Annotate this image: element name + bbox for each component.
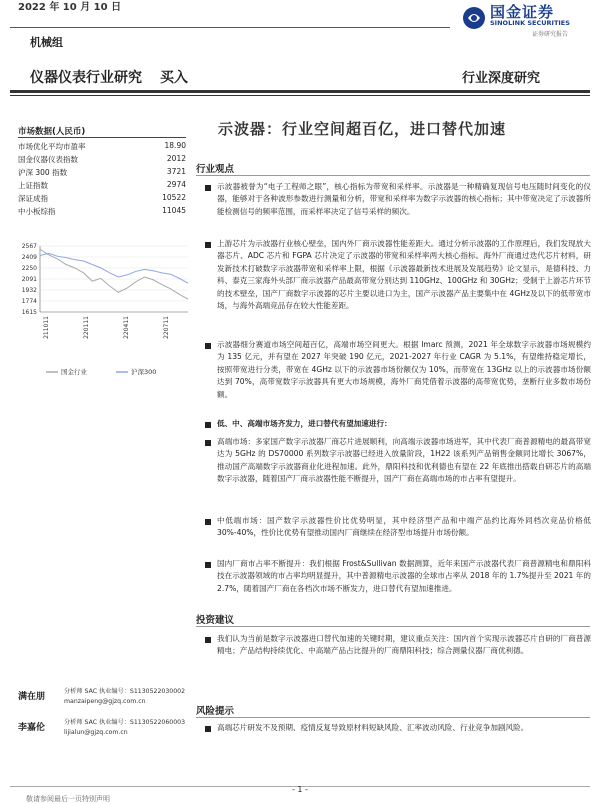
author-info	[64, 687, 185, 706]
company-logo	[462, 2, 590, 38]
x-tick-label: 220411	[123, 316, 130, 339]
author-email[interactable]: manzaipeng@gjzq.com.cn	[64, 697, 146, 705]
market-row	[18, 206, 186, 217]
author-info	[64, 718, 185, 737]
market-label: 沪深 300 指数	[18, 168, 68, 177]
market-row	[18, 154, 186, 165]
market-label: 市场优化平均市盈率	[18, 142, 86, 151]
bullet-icon	[205, 637, 211, 643]
market-value: 2974	[166, 180, 186, 189]
bullet-icon	[205, 242, 211, 248]
x-tick-label: 211011	[43, 316, 50, 339]
paragraph: 示波器被誉为“电子工程师之眼”，核心指标为带宽和采样率。示波器是一种精确复现信号电压随时间变化的仪器，能够对于各种波形参数进行测量和分析，带宽和采样率为数字示波器的核心指标；其中带宽决定了示波器所能检测信号的频率范围，而采样率决定了信号采样的频次。	[217, 182, 591, 216]
market-row	[18, 141, 186, 152]
bullet-icon	[205, 519, 211, 525]
logo-mark-icon	[462, 6, 486, 30]
y-tick-label: 2091	[21, 276, 37, 283]
footer-note: 敬请参阅最后一页特别声明	[26, 795, 110, 803]
paragraph: 高端芯片研发不及预期、疫情反复导致原材料短缺风险、汇率波动风险、行业竞争加剧风险。	[217, 723, 529, 732]
market-data-divider	[18, 137, 186, 138]
bullet-icon	[205, 562, 211, 568]
paragraph: 示波器细分赛道市场空间超百亿，高端市场空间更大。根据 Imarc 预测，2021 年全球数字示波器市场规模约为 135 亿元，并有望在 2027 年突破 190 亿元，2021-2027 年行业 CAGR 为 5.1%，有望维持稳定增长，按照带宽进行分类，带宽在 4GHz 以下的示波器市场份额仅为 10%，而带宽在 13GHz 以上的示波器市场份额达到 70%，高带宽数字示波器具有更大市场规模，海外厂商凭借着示波器的高带宽优势，垄断行业多数市场份额。	[217, 340, 591, 399]
market-label: 中小板综指	[18, 207, 56, 216]
market-value: 10522	[162, 193, 186, 202]
report-date: 2022 年 10 月 10 日	[18, 2, 122, 13]
section-name: 机械组	[30, 36, 63, 49]
author-email[interactable]: lijialun@gjzq.com.cn	[64, 728, 128, 736]
paragraph: 高端市场：多家国产数字示波器厂商芯片进展顺利，向高端示波器市场进军，其中代表厂商普源精电的最高带宽达为 5GHz 的 DS70000 系列数字示波器已经进入放量阶段，1H22 该系列产品销售金额同比增长 3067%，推动国产高端数字示波器商业化进程加速。此外，鼎阳科技和优利德也有望在 22 年底推出搭载自研芯片的高端数字示波器，随着国产厂商示波器性能不断提升，国产厂商在高端市场的市占率有望提升。	[217, 437, 591, 484]
report-type: 行业深度研究	[462, 71, 541, 86]
market-value: 18.90	[164, 141, 186, 150]
market-value: 2012	[166, 154, 186, 163]
page-number: - 1 -	[292, 785, 308, 794]
author-name: 李嘉伦	[18, 723, 46, 733]
section-heading: 投资建议	[196, 615, 235, 626]
section-divider	[196, 175, 590, 176]
header-divider	[10, 27, 450, 28]
market-label: 国金仪器仪表指数	[18, 155, 78, 164]
y-tick-label: 2250	[21, 264, 37, 272]
bullet-icon	[205, 726, 211, 732]
x-tick-label: 220111	[83, 316, 90, 339]
market-label: 深证成指	[18, 194, 48, 203]
index-line-chart	[16, 238, 196, 388]
bullet-icon	[205, 343, 211, 349]
market-value: 3721	[166, 167, 186, 176]
title-rule-thin	[10, 95, 590, 96]
y-tick-label: 1615	[21, 309, 37, 316]
paragraph: 低、中、高端市场齐发力，进口替代有望加速进行：	[217, 419, 392, 428]
section-heading: 行业观点	[196, 164, 235, 175]
paragraph: 中低端市场：国产数字示波器性价比优势明显，其中经济型产品和中端产品约比海外同档次竞品价格低 30%-40%，性价比优势有望推动国内厂商继续在经济型市场提升市场份额。	[217, 516, 591, 538]
section-divider	[196, 626, 590, 627]
market-data-title: 市场数据(人民币)	[18, 127, 86, 137]
bullet-icon	[205, 185, 211, 191]
bullet-icon	[205, 440, 211, 446]
market-row	[18, 180, 186, 191]
section-heading: 风险提示	[196, 706, 235, 717]
author-role: 分析师 SAC 执业编号：S1130522060003	[64, 719, 186, 726]
report-title: 示波器：行业空间超百亿，进口替代加速	[218, 120, 507, 138]
market-row	[18, 167, 186, 178]
legend-label: 沪深300	[131, 368, 157, 376]
section-divider	[196, 717, 590, 718]
y-tick-label: 2409	[21, 253, 37, 261]
title-rule-thick	[10, 90, 590, 93]
y-tick-label: 1932	[21, 287, 37, 295]
paragraph: 上游芯片为示波器行业核心壁垒，国内外厂商示波器性能差距大。通过分析示波器的工作原理后，我们发现放大器芯片、ADC 芯片和 FGPA 芯片决定了示波器的带宽和采样率两大核心指标。海外厂商通过迭代芯片材料，研发新技术打破数字示波器带宽和采样率上限，根据《示波器最新技术进展及发展趋势》论文显示，是德科技、力科、泰克三家海外头部厂商示波器产品最高带宽分别达到 110GHz、100GHz 和 30GHz；受制于上游芯片环节的技术壁垒，国产厂商数字示波器的芯片主要以进口为主，国产示波器产品主要集中在 4GHz及以下的低带宽市场，与海外高端竞品存在较大性能差距。	[217, 239, 591, 311]
paragraph: 我们认为当前是数字示波器进口替代加速的关键时期，建议重点关注：国内首个实现示波器芯片自研的厂商普源精电；产品结构持续优化、中高端产品占比提升的厂商鼎阳科技；综合测量仪器厂商优利德。	[217, 634, 591, 656]
logo-name-cn: 国金证券	[490, 3, 555, 21]
author-role: 分析师 SAC 执业编号：S1130522030002	[64, 688, 186, 695]
logo-subtitle: 证券研究报告	[532, 31, 569, 38]
market-label: 上证指数	[18, 181, 48, 190]
rating: 买入	[160, 70, 188, 86]
bullet-icon	[205, 422, 211, 428]
industry-title: 仪器仪表行业研究	[30, 70, 142, 86]
paragraph: 国内厂商市占率不断提升：我们根据 Frost&Sullivan 数据测算，近年来国产示波器代表厂商普源精电和鼎阳科技在示波器领域的市占率均明显提升，其中普源精电示波器的全球市占率从 2018 年的 1.7%提升至 2021 年的 2.7%，随着国产厂商在各档次市场不断发力，进口替代有望加速推进。	[217, 559, 591, 593]
legend-label: 国金行业	[61, 368, 87, 376]
market-value: 11045	[162, 206, 186, 215]
y-tick-label: 1774	[21, 297, 37, 305]
author-name: 满在朋	[18, 692, 46, 702]
market-row	[18, 193, 186, 204]
x-tick-label: 220711	[163, 316, 170, 339]
y-tick-label: 2567	[21, 243, 37, 250]
logo-name-en: SINOLINK SECURITIES	[490, 19, 570, 27]
